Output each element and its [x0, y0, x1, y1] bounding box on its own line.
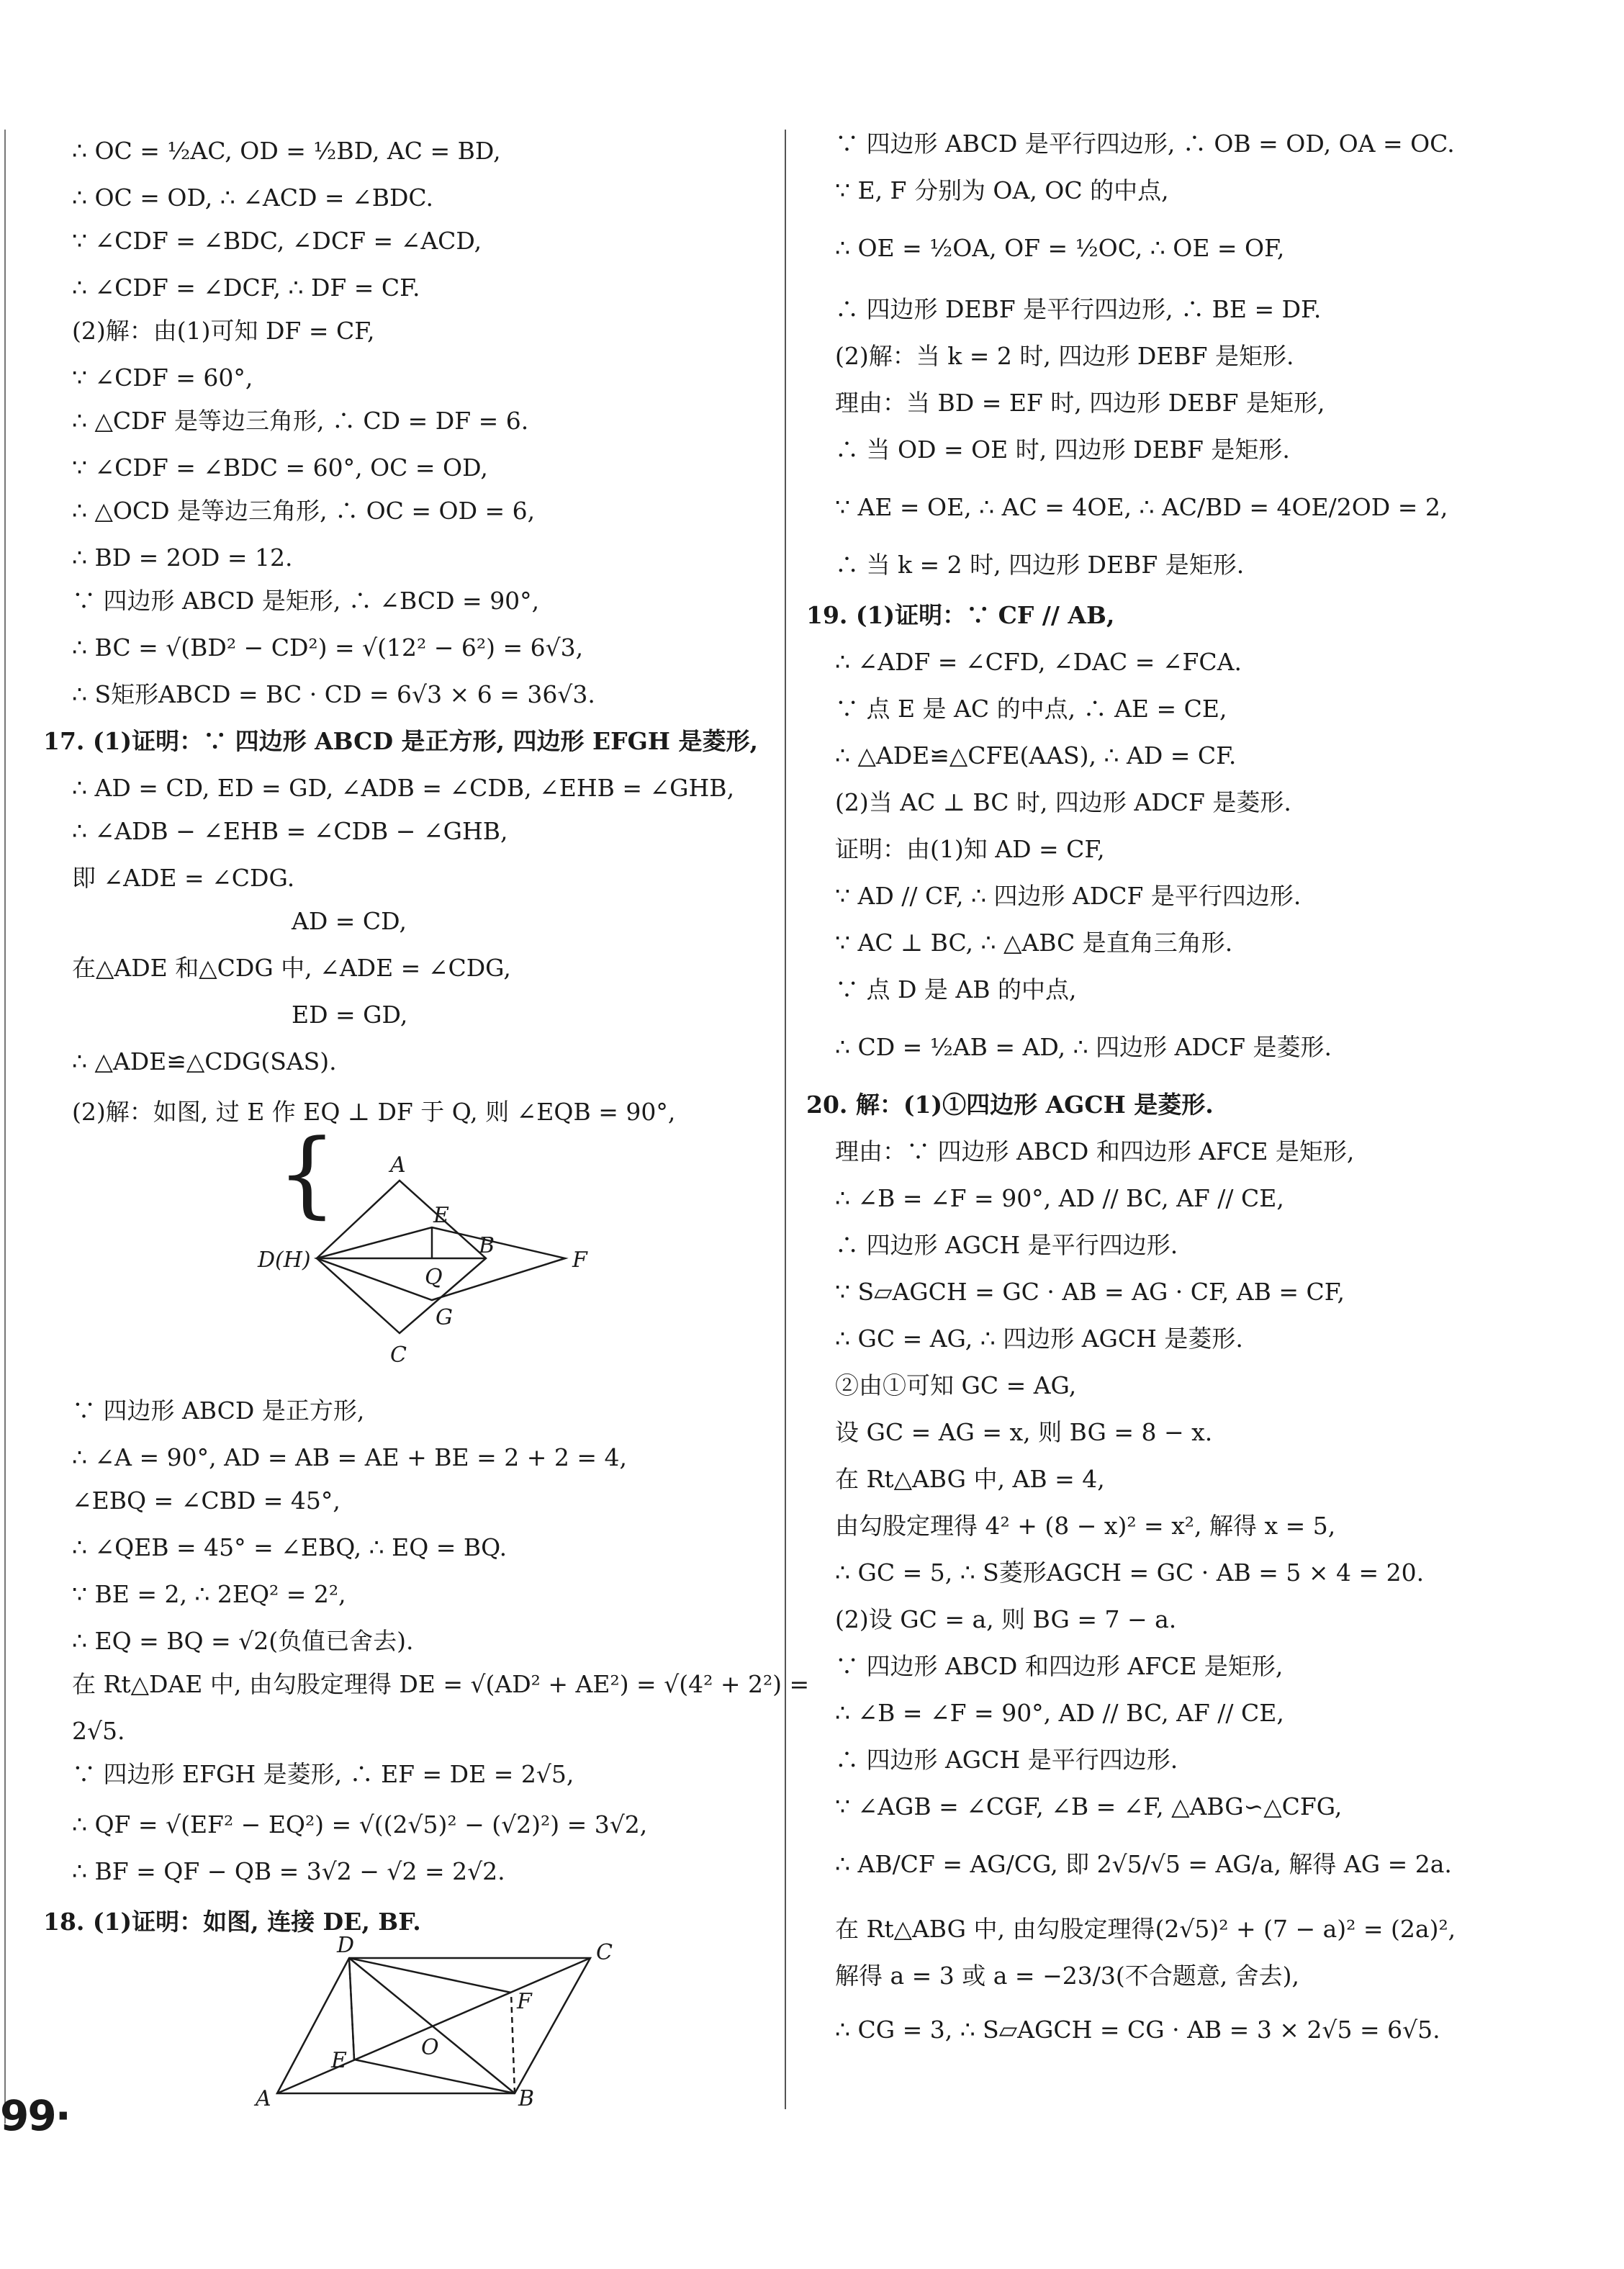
right-line: 证明：由(1)知 AD = CF,: [835, 835, 1105, 863]
left-line: ∴ BF = QF − QB = 3√2 − √2 = 2√2.: [72, 1857, 505, 1885]
right-line: 20. 解：(1)①四边形 AGCH 是菱形.: [806, 1091, 1214, 1119]
left-line: 即 ∠ADE = ∠CDG.: [72, 864, 295, 892]
right-line: (2)解：当 k = 2 时, 四边形 DEBF 是矩形.: [835, 342, 1294, 370]
right-line: ∴ CG = 3, ∴ S▱AGCH = CG · AB = 3 × 2√5 = 6√5.: [835, 2016, 1440, 2044]
left-line: ∵ 四边形 EFGH 是菱形, ∴ EF = DE = 2√5,: [72, 1760, 574, 1788]
label-F: F: [517, 1989, 532, 2014]
right-line: ∵ AD // CF, ∴ 四边形 ADCF 是平行四边形.: [835, 882, 1302, 910]
right-line: ∴ GC = AG, ∴ 四边形 AGCH 是菱形.: [835, 1325, 1243, 1353]
label-Q: Q: [425, 1265, 443, 1290]
right-line: ∴ CD = ½AB = AD, ∴ 四边形 ADCF 是菱形.: [835, 1033, 1332, 1061]
right-line: ②由①可知 GC = AG,: [835, 1371, 1077, 1399]
left-line: ∴ ∠CDF = ∠DCF, ∴ DF = CF.: [72, 274, 420, 302]
left-line: (2)解：由(1)可知 DF = CF,: [72, 317, 375, 345]
left-line: ∵ BE = 2, ∴ 2EQ² = 2²,: [72, 1580, 346, 1608]
left-line: ∠EBQ = ∠CBD = 45°,: [72, 1487, 340, 1515]
label-G: G: [436, 1305, 453, 1330]
right-line: ∴ 四边形 AGCH 是平行四边形.: [835, 1231, 1178, 1259]
left-line: ∴ ∠A = 90°, AD = AB = AE + BE = 2 + 2 = 4,: [72, 1443, 627, 1471]
label-O: O: [421, 2035, 439, 2060]
right-line: ∵ 点 D 是 AB 的中点,: [835, 975, 1077, 1003]
left-line: ED = GD,: [292, 1001, 408, 1029]
label-C: C: [596, 1940, 613, 1965]
right-line: ∵ 四边形 ABCD 和四边形 AFCE 是矩形,: [835, 1652, 1284, 1680]
right-line: ∵ E, F 分别为 OA, OC 的中点,: [835, 176, 1169, 204]
left-line: ∴ OC = ½AC, OD = ½BD, AC = BD,: [72, 137, 501, 165]
left-line: ∴ △ADE≌△CDG(SAS).: [72, 1047, 337, 1075]
diagonal-BD: [349, 1958, 515, 2093]
left-line: ∴ BC = √(BD² − CD²) = √(12² − 6²) = 6√3,: [72, 633, 584, 662]
page-number-text: 99: [0, 2091, 55, 2140]
right-line: ∴ ∠B = ∠F = 90°, AD // BC, AF // CE,: [835, 1699, 1284, 1727]
left-line: ∴ S矩形ABCD = BC · CD = 6√3 × 6 = 36√3.: [72, 680, 595, 708]
right-line: 解得 a = 3 或 a = −23/3(不合题意, 舍去),: [835, 1962, 1300, 1990]
right-line: ∵ 点 E 是 AC 的中点, ∴ AE = CE,: [835, 695, 1227, 723]
right-line: ∵ ∠AGB = ∠CGF, ∠B = ∠F, △ABG∽△CFG,: [835, 1792, 1343, 1821]
segment-DF: [349, 1958, 511, 1993]
square-ABCD: [317, 1181, 486, 1333]
right-line: (2)当 AC ⊥ BC 时, 四边形 ADCF 是菱形.: [835, 788, 1291, 816]
label-E: E: [433, 1203, 449, 1228]
left-line: 2√5.: [72, 1717, 125, 1745]
right-line: 由勾股定理得 4² + (8 − x)² = x², 解得 x = 5,: [835, 1512, 1336, 1540]
right-line: 在 Rt△ABG 中, 由勾股定理得(2√5)² + (7 − a)² = (2a)²,: [835, 1915, 1456, 1943]
right-line: 理由：当 BD = EF 时, 四边形 DEBF 是矩形,: [835, 389, 1325, 417]
right-line: 19. (1)证明：∵ CF // AB,: [806, 601, 1115, 629]
segment-DE-dashed: [349, 1958, 354, 2060]
right-line: ∴ 当 k = 2 时, 四边形 DEBF 是矩形.: [835, 551, 1245, 579]
label-A: A: [390, 1152, 406, 1178]
right-line: ∵ S▱AGCH = GC · AB = AG · CF, AB = CF,: [835, 1278, 1345, 1306]
left-line: 18. (1)证明：如图, 连接 DE, BF.: [43, 1908, 421, 1936]
label-D: D: [337, 1936, 355, 1958]
left-line: 17. (1)证明：∵ 四边形 ABCD 是正方形, 四边形 EFGH 是菱形,: [43, 727, 758, 755]
left-line: ∴ AD = CD, ED = GD, ∠ADB = ∠CDB, ∠EHB = ∠GHB,: [72, 774, 735, 802]
left-line: ∵ ∠CDF = ∠BDC, ∠DCF = ∠ACD,: [72, 227, 482, 255]
left-line: ∴ ∠ADB − ∠EHB = ∠CDB − ∠GHB,: [72, 817, 508, 845]
label-F: F: [572, 1248, 587, 1273]
left-line: 在 Rt△DAE 中, 由勾股定理得 DE = √(AD² + AE²) = √(4² + 2²) =: [72, 1670, 810, 1698]
column-separator: [785, 130, 786, 2109]
right-line: 理由：∵ 四边形 ABCD 和四边形 AFCE 是矩形,: [835, 1137, 1355, 1165]
segment-EB: [354, 2060, 515, 2093]
label-B: B: [518, 2086, 535, 2109]
label-A: A: [256, 2086, 271, 2109]
right-line: ∵ AE = OE, ∴ AC = 4OE, ∴ AC/BD = 4OE/2OD = 2,: [835, 493, 1448, 521]
left-line: ∴ OC = OD, ∴ ∠ACD = ∠BDC.: [72, 184, 433, 212]
label-B: B: [479, 1233, 495, 1258]
right-line: ∵ 四边形 ABCD 是平行四边形, ∴ OB = OD, OA = OC.: [835, 130, 1455, 158]
figure-18-diagram: [252, 1936, 633, 2109]
left-line: ∴ BD = 2OD = 12.: [72, 543, 293, 572]
left-line: ∴ EQ = BQ = √2(负值已舍去).: [72, 1627, 414, 1655]
label-C: C: [390, 1343, 407, 1368]
right-line: ∵ AC ⊥ BC, ∴ △ABC 是直角三角形.: [835, 929, 1233, 957]
left-line: ∵ ∠CDF = 60°,: [72, 364, 253, 392]
left-line: ∵ 四边形 ABCD 是正方形,: [72, 1397, 365, 1425]
label-E: E: [331, 2048, 347, 2073]
left-line: ∴ ∠QEB = 45° = ∠EBQ, ∴ EQ = BQ.: [72, 1533, 508, 1561]
right-line: (2)设 GC = a, 则 BG = 7 − a.: [835, 1605, 1177, 1633]
right-line: 设 GC = AG = x, 则 BG = 8 − x.: [835, 1418, 1213, 1446]
right-line: ∴ 当 OD = OE 时, 四边形 DEBF 是矩形.: [835, 436, 1290, 464]
diagonal-AC: [277, 1958, 590, 2093]
right-line: 在 Rt△ABG 中, AB = 4,: [835, 1465, 1105, 1493]
left-line: AD = CD,: [292, 907, 407, 935]
right-line: ∴ 四边形 AGCH 是平行四边形.: [835, 1746, 1178, 1774]
page-number: 99·: [0, 2091, 70, 2140]
right-line: ∴ OE = ½OA, OF = ½OC, ∴ OE = OF,: [835, 234, 1285, 262]
right-line: ∴ ∠ADF = ∠CFD, ∠DAC = ∠FCA.: [835, 648, 1242, 676]
left-line: (2)解：如图, 过 E 作 EQ ⊥ DF 于 Q, 则 ∠EQB = 90°,: [72, 1098, 676, 1126]
right-line: ∴ ∠B = ∠F = 90°, AD // BC, AF // CE,: [835, 1184, 1284, 1212]
right-line: ∴ GC = 5, ∴ S菱形AGCH = GC · AB = 5 × 4 = 20.: [835, 1558, 1425, 1587]
left-line: 在△ADE 和△CDG 中, ∠ADE = ∠CDG,: [72, 954, 511, 982]
left-line: ∵ ∠CDF = ∠BDC = 60°, OC = OD,: [72, 454, 488, 482]
label-D: D(H): [258, 1248, 311, 1273]
left-line: ∴ QF = √(EF² − EQ²) = √((2√5)² − (√2)²) = 3√2,: [72, 1810, 648, 1839]
left-line: ∴ △OCD 是等边三角形, ∴ OC = OD = 6,: [72, 497, 536, 525]
right-line: ∴ 四边形 DEBF 是平行四边形, ∴ BE = DF.: [835, 295, 1322, 323]
left-margin-rule: [4, 130, 6, 2124]
left-line: ∴ △CDF 是等边三角形, ∴ CD = DF = 6.: [72, 407, 529, 435]
left-line: ∵ 四边形 ABCD 是矩形, ∴ ∠BCD = 90°,: [72, 587, 540, 615]
segment-BF-dashed: [511, 1993, 515, 2093]
system-brace: {: [277, 1119, 337, 1228]
right-line: ∴ △ADE≌△CFE(AAS), ∴ AD = CF.: [835, 741, 1237, 770]
right-line: ∴ AB/CF = AG/CG, 即 2√5/√5 = AG/a, 解得 AG = 2a.: [835, 1850, 1452, 1878]
